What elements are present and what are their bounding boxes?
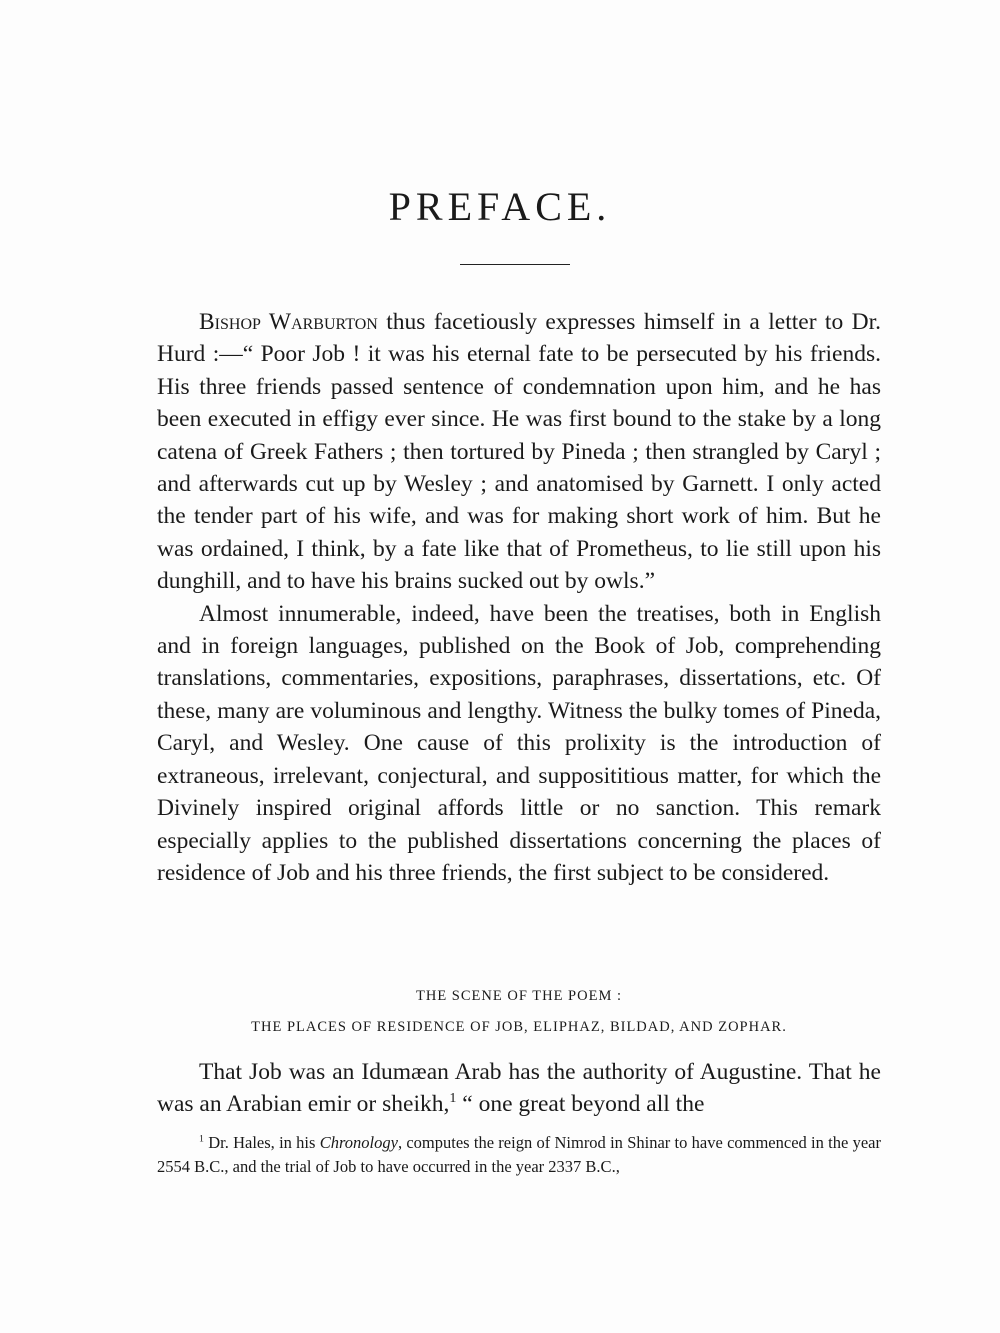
paragraph-text: That Job was an Idumæan Arab has the authority of Augustine. That he was an Arabian emir or sheikh, — [157, 1059, 881, 1118]
paragraph-text: Almost innumerable, indeed, have been the treatises, both in English and in foreign languages, published on the Book of Job, comprehending translations, commentaries, expositions, paraphrases, dissertations, etc. Of these, many are voluminous and lengthy. Witness the bulky tomes of Pineda, Caryl, and Wesley. One cause of this prolixity is the introduction of extraneous, irrelevant, conjectural, and supposititious matter, for which the Divinely inspired original affords little or no sanction. This remark especially applies to the published dissertations concerning the places of residence of Job and his three friends, the first subject to be considered. — [157, 600, 881, 886]
footnote-reference: 1 — [449, 1090, 457, 1107]
paragraph-text: thus facetiously expresses himself in a letter to Dr. Hurd :—“ Poor Job ! it was his eternal fate to be persecuted by his friends. His three friends passed sentence of condemnation upon him, and he has been executed in effigy ever since. He was first bound to the stake by a long catena of Greek Fathers ; then tortured by Pineda ; then strangled by Caryl ; and afterwards cut up by Wesley ; and anatomised by Garnett. I only acted the tender part of his wife, and was for making short work of him. But he was ordained, I think, by a fate like that of Prometheus, to lie still upon his dunghill, and to have his brains sucked out by owls.” — [157, 309, 881, 595]
title-divider — [460, 264, 570, 265]
paragraph-text-continued: “ one great beyond all the — [456, 1091, 705, 1118]
footnote-text: Dr. Hales, in his — [203, 1133, 320, 1152]
page-title: PREFACE. — [388, 184, 612, 229]
footnote-book-title: Chronology — [319, 1133, 398, 1152]
preface-body — [157, 306, 881, 889]
paragraph-lead: Bishop Warburton — [199, 309, 378, 335]
section-heading: THE SCENE OF THE POEM : — [415, 988, 622, 1004]
section-body — [157, 1056, 881, 1121]
paragraph-warburton — [157, 306, 881, 598]
footnote — [157, 1131, 881, 1179]
footnote-mark: 1 — [199, 1133, 204, 1145]
paragraph-treatises — [157, 598, 881, 890]
paragraph-idumaean — [157, 1056, 881, 1121]
section-subheading: THE PLACES OF RESIDENCE OF JOB, ELIPHAZ, BILDAD, AND ZOPHAR. — [251, 1019, 787, 1035]
footnote-text-continued: , computes the reign of Nimrod in Shinar to have commenced in the year 2554 B.C., and the trial of Job to have occurred in the year 2337 B.C., — [157, 1133, 881, 1176]
